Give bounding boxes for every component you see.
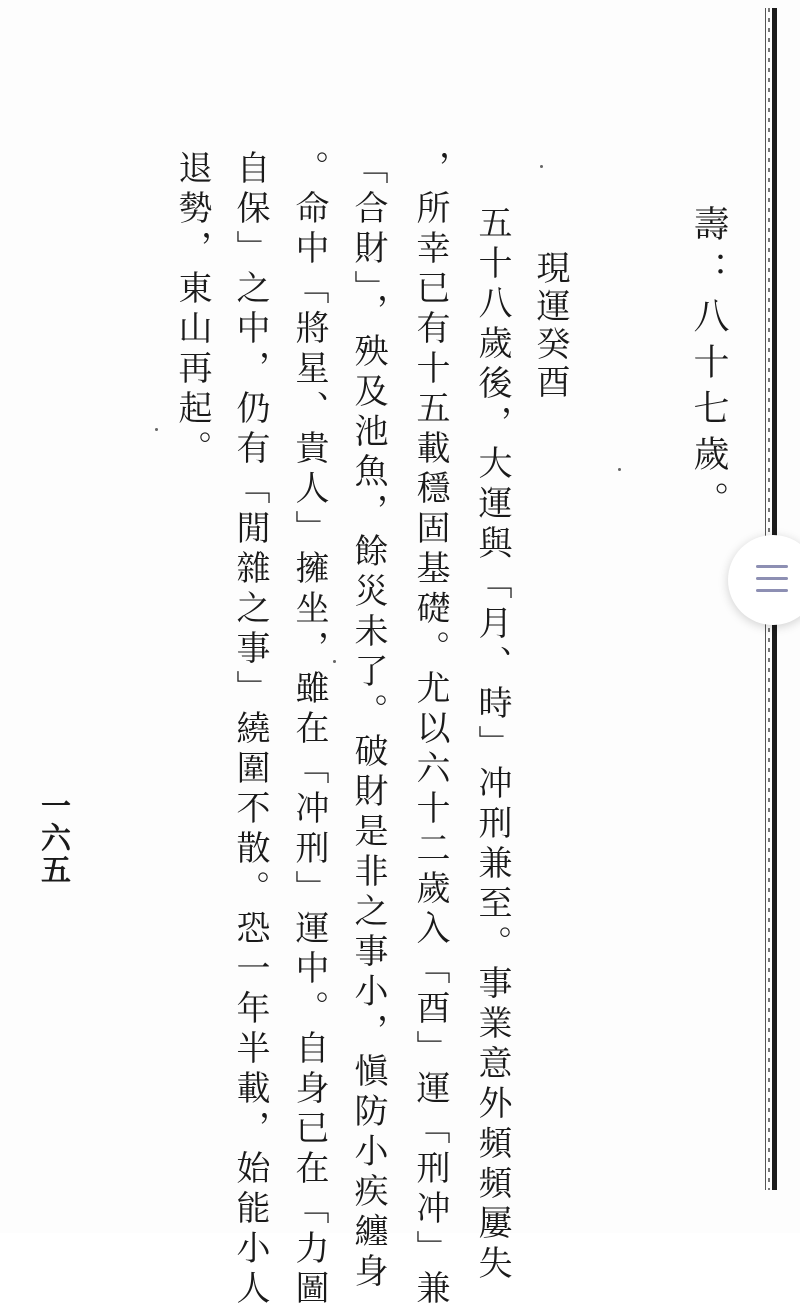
current-luck-subheading: 現運癸酉 bbox=[530, 250, 570, 402]
text-column-1: 五十八歲後，大運與「月、時」冲刑兼至。事業意外頻頻屢失 bbox=[472, 205, 512, 1285]
paper-speck bbox=[618, 468, 621, 471]
hamburger-menu-icon bbox=[756, 565, 788, 593]
lifespan-heading: 壽：八十七歲。 bbox=[688, 205, 729, 527]
text-column-4: 。命中「將星、貴人」擁坐，雖在「冲刑」運中。自身已在「力圖 bbox=[289, 150, 329, 1310]
text-column-2: ，所幸已有十五載穩固基礎。尤以六十二歲入「酉」運「刑冲」兼 bbox=[410, 150, 450, 1310]
page-number: 一六五 bbox=[35, 790, 70, 886]
paper-speck bbox=[155, 428, 158, 431]
text-column-5: 自保」之中，仍有「閒雜之事」繞圍不散。恐一年半載，始能小人 bbox=[230, 150, 270, 1310]
text-column-3: 「合財」，殃及池魚，餘災未了。破財是非之事小，愼防小疾纏身 bbox=[348, 150, 388, 1293]
paper-speck bbox=[333, 660, 336, 663]
paper-speck bbox=[540, 165, 543, 168]
floating-menu-button[interactable] bbox=[728, 535, 800, 625]
text-column-6: 退勢，東山再起。 bbox=[172, 150, 212, 470]
